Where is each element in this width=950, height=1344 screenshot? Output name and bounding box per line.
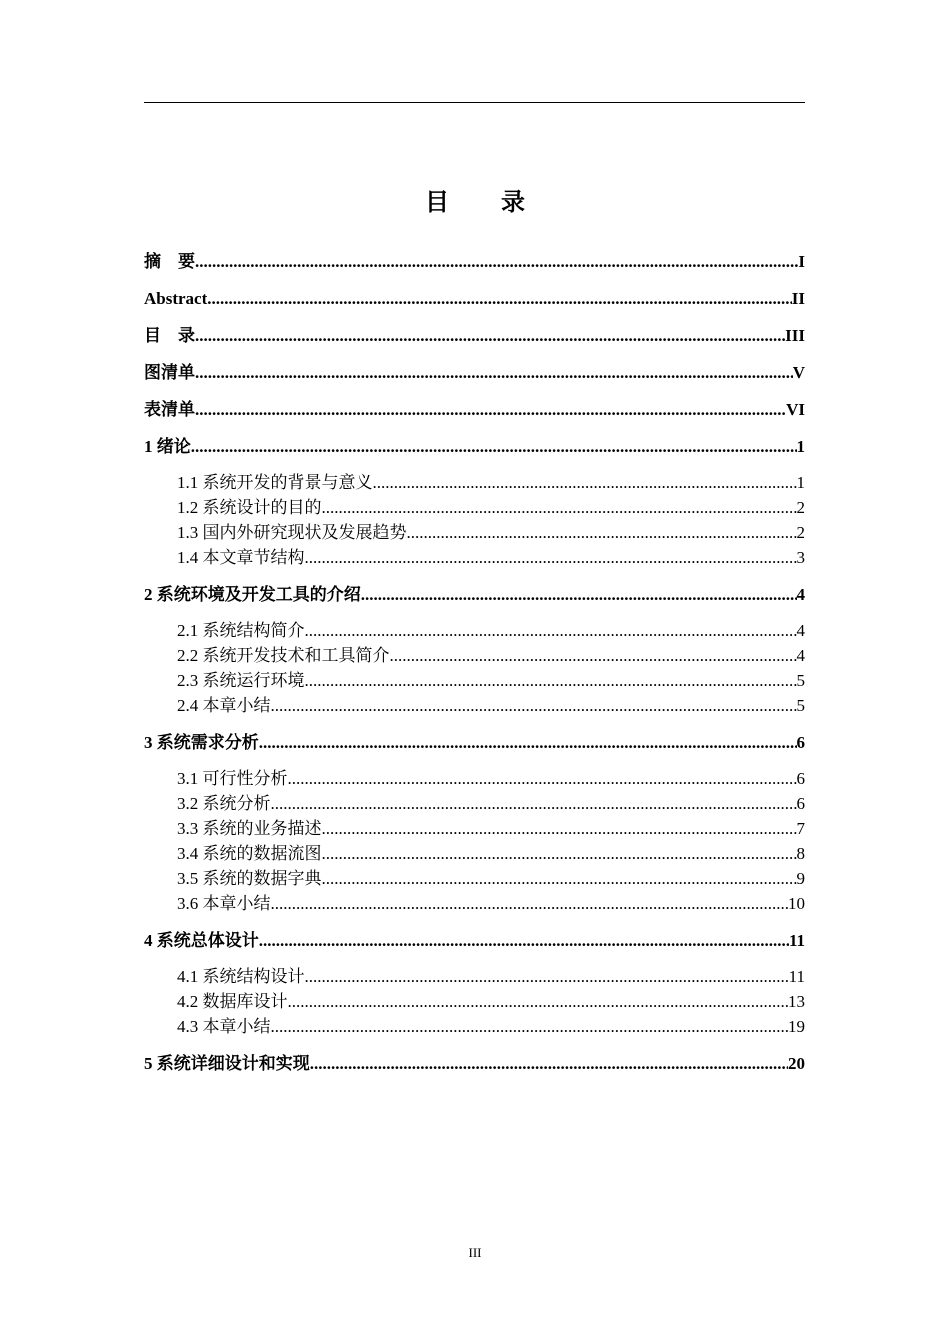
dot-leader bbox=[322, 816, 797, 841]
toc-entry-page: 3 bbox=[796, 548, 805, 567]
toc-section-entry[interactable] bbox=[177, 816, 805, 841]
dot-leader bbox=[407, 520, 797, 545]
dot-leader bbox=[361, 582, 797, 607]
dot-leader bbox=[305, 618, 797, 643]
toc-section-entry[interactable] bbox=[177, 964, 805, 989]
toc-chapter-entry[interactable] bbox=[144, 928, 805, 953]
toc-entry-page: 2 bbox=[796, 523, 805, 542]
toc-entry-page: 9 bbox=[796, 869, 805, 888]
dot-leader bbox=[271, 791, 797, 816]
dot-leader bbox=[195, 360, 793, 385]
toc-section-group bbox=[144, 618, 805, 718]
header-rule bbox=[144, 102, 805, 103]
toc-entry-label: 3.2 系统分析 bbox=[177, 794, 271, 813]
toc-entry-page: 4 bbox=[796, 621, 805, 640]
toc-entry-label: 目 录 bbox=[144, 326, 195, 345]
toc-entry-label: 5 系统详细设计和实现 bbox=[144, 1054, 310, 1073]
dot-leader bbox=[322, 841, 797, 866]
toc-entry-page: 4 bbox=[796, 646, 805, 665]
dot-leader bbox=[288, 766, 797, 791]
toc-chapter-entry[interactable] bbox=[144, 582, 805, 607]
toc-section-entry[interactable] bbox=[177, 643, 805, 668]
toc-entry-label: 2 系统环境及开发工具的介绍 bbox=[144, 585, 361, 604]
toc-section-entry[interactable] bbox=[177, 866, 805, 891]
toc-entry-label: 3.1 可行性分析 bbox=[177, 769, 288, 788]
toc-entry-label: 2.1 系统结构简介 bbox=[177, 621, 305, 640]
toc-chapter-entry[interactable] bbox=[144, 397, 805, 422]
toc-entry-page: V bbox=[792, 363, 805, 382]
toc-entry-page: I bbox=[798, 252, 805, 271]
toc-section-entry[interactable] bbox=[177, 989, 805, 1014]
toc-entry-page: 1 bbox=[796, 437, 805, 456]
page-title: 目 录 bbox=[425, 188, 539, 216]
page-number-footer: III bbox=[468, 1245, 482, 1260]
toc-entry-page: 11 bbox=[788, 931, 805, 950]
toc-entry-page: 4 bbox=[796, 585, 805, 604]
toc-entry-label: 1.4 本文章节结构 bbox=[177, 548, 305, 567]
toc-section-entry[interactable] bbox=[177, 791, 805, 816]
toc-entry-page: 5 bbox=[796, 671, 805, 690]
toc-entry-page: 20 bbox=[788, 1054, 805, 1073]
toc-entry-page: 7 bbox=[796, 819, 805, 838]
toc-entry-label: 3.5 系统的数据字典 bbox=[177, 869, 322, 888]
dot-leader bbox=[195, 249, 798, 274]
toc-entry-page: 8 bbox=[796, 844, 805, 863]
toc-entry-label: 2.3 系统运行环境 bbox=[177, 671, 305, 690]
dot-leader bbox=[322, 495, 797, 520]
toc-section-entry[interactable] bbox=[177, 668, 805, 693]
toc-entry-label: 3.4 系统的数据流图 bbox=[177, 844, 322, 863]
toc-entry-label: 1.1 系统开发的背景与意义 bbox=[177, 473, 373, 492]
dot-leader bbox=[305, 545, 797, 570]
toc-entry-label: 2.2 系统开发技术和工具简介 bbox=[177, 646, 390, 665]
toc-section-entry[interactable] bbox=[177, 693, 805, 718]
toc-chapter-entry[interactable] bbox=[144, 323, 805, 348]
toc-entry-page: 1 bbox=[796, 473, 805, 492]
toc-entry-page: 5 bbox=[796, 696, 805, 715]
toc-section-entry[interactable] bbox=[177, 766, 805, 791]
toc-section-entry[interactable] bbox=[177, 520, 805, 545]
dot-leader bbox=[288, 989, 789, 1014]
dot-leader bbox=[373, 470, 797, 495]
dot-leader bbox=[305, 668, 797, 693]
toc-section-entry[interactable] bbox=[177, 470, 805, 495]
toc-chapter-entry[interactable] bbox=[144, 730, 805, 755]
toc-entry-label: 4 系统总体设计 bbox=[144, 931, 259, 950]
toc-section-entry[interactable] bbox=[177, 891, 805, 916]
toc-chapter-entry[interactable] bbox=[144, 286, 805, 311]
toc-entry-page: II bbox=[791, 289, 805, 308]
toc-entry-page: 6 bbox=[796, 794, 805, 813]
toc-chapter-entry[interactable] bbox=[144, 1051, 805, 1076]
toc-entry-page: VI bbox=[786, 400, 805, 419]
dot-leader bbox=[271, 693, 797, 718]
toc-section-entry[interactable] bbox=[177, 841, 805, 866]
dot-leader bbox=[271, 891, 789, 916]
dot-leader bbox=[271, 1014, 789, 1039]
toc-entry-label: 1 绪论 bbox=[144, 437, 191, 456]
toc-section-group bbox=[144, 470, 805, 570]
toc-section-entry[interactable] bbox=[177, 1014, 805, 1039]
toc-section-entry[interactable] bbox=[177, 618, 805, 643]
dot-leader bbox=[195, 323, 785, 348]
toc-section-group bbox=[144, 766, 805, 916]
toc-entry-label: 摘 要 bbox=[144, 252, 195, 271]
toc-entry-label: Abstract bbox=[144, 289, 208, 308]
toc-chapter-entry[interactable] bbox=[144, 360, 805, 385]
toc-entry-page: 6 bbox=[796, 733, 805, 752]
dot-leader bbox=[191, 434, 797, 459]
toc-entry-page: 10 bbox=[788, 894, 805, 913]
table-of-contents bbox=[144, 249, 805, 1088]
dot-leader bbox=[259, 730, 797, 755]
dot-leader bbox=[390, 643, 797, 668]
toc-entry-label: 1.3 国内外研究现状及发展趋势 bbox=[177, 523, 407, 542]
toc-entry-label: 4.3 本章小结 bbox=[177, 1017, 271, 1036]
toc-entry-page: 19 bbox=[788, 1017, 805, 1036]
toc-entry-label: 3.3 系统的业务描述 bbox=[177, 819, 322, 838]
dot-leader bbox=[259, 928, 789, 953]
dot-leader bbox=[322, 866, 797, 891]
toc-entry-page: 6 bbox=[796, 769, 805, 788]
toc-entry-label: 3 系统需求分析 bbox=[144, 733, 259, 752]
toc-entry-label: 表清单 bbox=[144, 400, 195, 419]
toc-entry-label: 4.2 数据库设计 bbox=[177, 992, 288, 1011]
toc-entry-label: 图清单 bbox=[144, 363, 195, 382]
dot-leader bbox=[207, 286, 792, 311]
toc-entry-label: 1.2 系统设计的目的 bbox=[177, 498, 322, 517]
toc-entry-label: 2.4 本章小结 bbox=[177, 696, 271, 715]
toc-chapter-entry[interactable] bbox=[144, 434, 805, 459]
dot-leader bbox=[310, 1051, 788, 1076]
toc-entry-page: III bbox=[785, 326, 805, 345]
toc-chapter-entry[interactable] bbox=[144, 249, 805, 274]
toc-entry-page: 11 bbox=[788, 967, 805, 986]
toc-entry-page: 13 bbox=[788, 992, 805, 1011]
toc-entry-label: 3.6 本章小结 bbox=[177, 894, 271, 913]
toc-section-entry[interactable] bbox=[177, 545, 805, 570]
dot-leader bbox=[195, 397, 786, 422]
dot-leader bbox=[305, 964, 789, 989]
toc-section-entry[interactable] bbox=[177, 495, 805, 520]
toc-section-group bbox=[144, 964, 805, 1039]
toc-entry-label: 4.1 系统结构设计 bbox=[177, 967, 305, 986]
toc-entry-page: 2 bbox=[796, 498, 805, 517]
